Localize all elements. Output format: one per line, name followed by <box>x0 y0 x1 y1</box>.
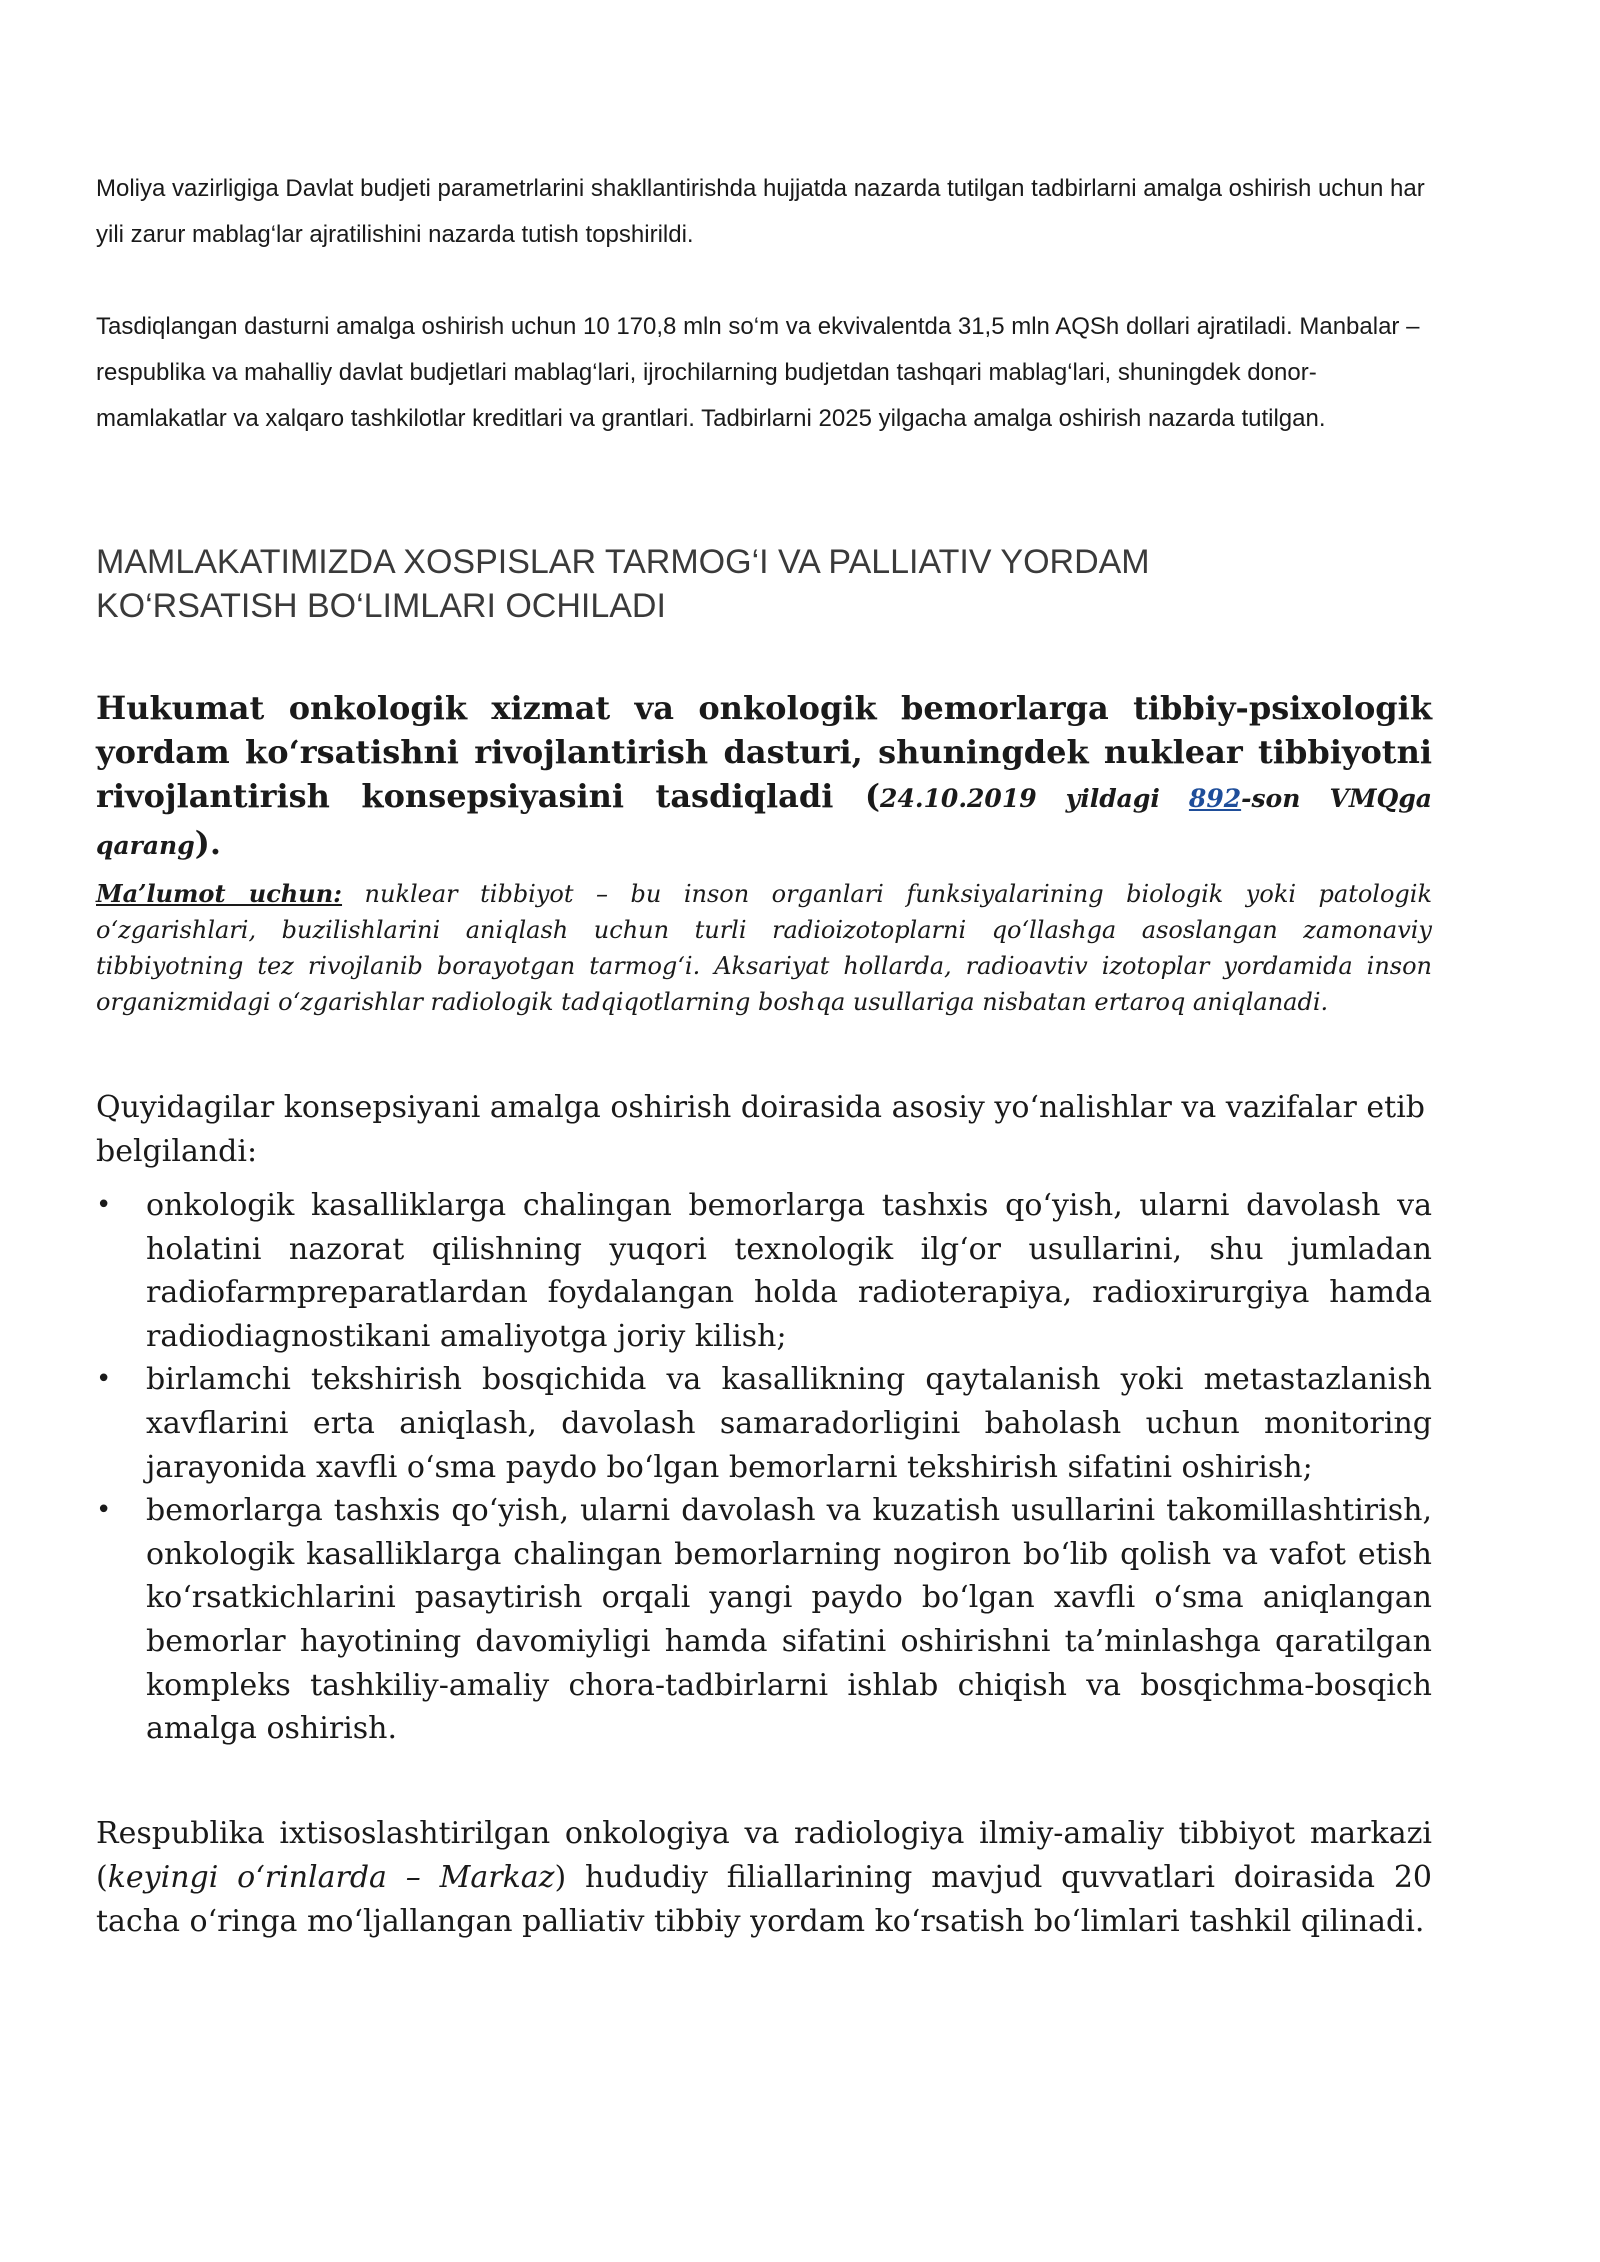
final-text-1: Respublika ixtisoslashtirilgan onkologiya va radiologiya ilmiy-amaliy tibbiyot markazi ( <box>96 1816 1432 1895</box>
paragraph-budget-instruction: Moliya vazirligiga Davlat budjeti parametrlarini shakllantirishda hujjatda nazarda tutilgan tadbirlarni amalga oshirish uchun har yili zarur mablag‘lar ajratilishini nazarda tutish topshirildi. <box>96 175 1425 248</box>
list-item-text: bemorlarga tashxis qo‘yish, ularni davolash va kuzatish usullarini takomillashtirish, onkologik kasalliklarga chalingan bemorlarning nogiron bo‘lib qolish va vafot etish ko‘rsatkichlarini pasaytirish orqali yangi paydo bo‘lgan xavfli o‘sma aniqlangan bemorlar hayotining davomiyligi hamda sifatini oshirishni ta’minlashga qaratilgan kompleks tashkiliy-amaliy chora-tadbirlarni ishlab chiqish va bosqichma-bosqich amalga oshirish. <box>146 1493 1432 1747</box>
paragraph-funding: Tasdiqlangan dasturni amalga oshirish uchun 10 170,8 mln so‘m va ekvivalentda 31,5 mln AQSh dollari ajratiladi. Manbalar – respublika va mahalliy davlat budjetlari mablag‘lari, ijrochilarning budjetdan tashqari mablag‘lari, shuningdek donor-mamlakatlar va xalqaro tashkilotlar kreditlari va grantlari. Tadbirlarni 2025 yilgacha amalga oshirish nazarda tutilgan. <box>96 313 1420 432</box>
list-item <box>96 1184 1432 1358</box>
directions-list <box>96 1184 1432 1751</box>
list-item <box>96 1489 1432 1751</box>
info-note <box>96 876 1432 1020</box>
list-item-text: onkologik kasalliklarga chalingan bemorlarga tashxis qo‘yish, ularni davolash va holatini nazorat qilishning yuqori texnologik ilg‘or usullarini, shu jumladan radiofarmpreparatlardan foydalangan holda radioterapiya, radioxirurgiya hamda radiodiagnostikani amaliyotga joriy kilish; <box>146 1188 1432 1354</box>
section-heading <box>96 540 1396 628</box>
section-heading-line-2: KO‘RSATISH BO‘LIMLARI OCHILADI <box>96 587 666 625</box>
bullet-icon: • <box>96 1190 112 1220</box>
lead-ref-suffix: -son VMQga qarang <box>96 784 1432 860</box>
lead-text: Hukumat onkologik xizmat va onkologik bemorlarga tibbiy-psixologik yordam ko‘rsatishni rivojlantirish dasturi, shuningdek nuklear tibbiyotni rivojlantirish konsepsiyasini tasdiqladi ( <box>96 689 1432 815</box>
list-item <box>96 1358 1432 1489</box>
section-heading-line-1: MAMLAKATIMIZDA XOSPISLAR TARMOG‘I VA PALLIATIV YORDAM <box>96 543 1150 581</box>
list-item-text: birlamchi tekshirish bosqichida va kasallikning qaytalanish yoki metastazlanish xavflarini erta aniqlash, davolash samaradorligini baholash uchun monitoring jarayonida xavfli o‘sma paydo bo‘lgan bemorlarni tekshirish sifatini oshirish; <box>146 1362 1432 1485</box>
info-text: nuklear tibbiyot – bu inson organlari funksiyalarining biologik yoki patologik o‘zgarishlari, buzilishlarini aniqlash uchun turli radioizotoplarni qo‘llashga asoslangan zamonaviy tibbiyotning tez rivojlanib borayotgan tarmog‘i. Aksariyat hollarda, radioavtiv izotoplar yordamida inson organizmidagi o‘zgarishlar radiologik tadqiqotlarning boshqa usullariga nisbatan ertaroq aniqlanadi. <box>96 880 1433 1016</box>
lead-paragraph <box>96 686 1432 868</box>
final-text-2: ) hududiy filiallarining mavjud quvvatlari doirasida 20 tacha o‘ringa mo‘ljallangan palliativ tibbiy yordam ko‘rsatish bo‘limlari tashkil qilinadi. <box>96 1860 1432 1939</box>
directions-intro: Quyidagilar konsepsiyani amalga oshirish doirasida asosiy yo‘nalishlar va vazifalar etib belgilandi: <box>96 1090 1425 1169</box>
resolution-link[interactable]: 892 <box>1188 784 1242 813</box>
bullet-icon: • <box>96 1495 112 1526</box>
paragraph-palliative-units <box>96 1812 1432 1944</box>
bullet-icon: • <box>96 1364 112 1395</box>
lead-ref-prefix: 24.10.2019 yildagi <box>880 784 1189 813</box>
final-italic: keyingi o‘rinlarda – Markaz <box>107 1860 555 1895</box>
lead-closing: ). <box>194 824 221 862</box>
info-label: Ma’lumot uchun: <box>96 879 343 908</box>
